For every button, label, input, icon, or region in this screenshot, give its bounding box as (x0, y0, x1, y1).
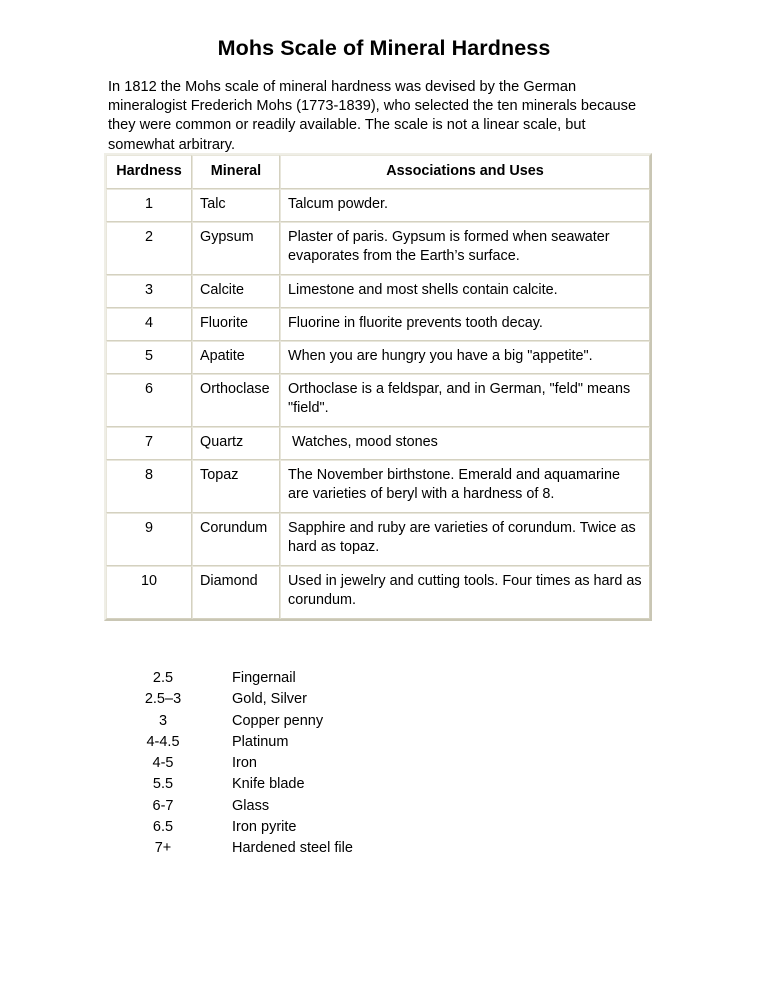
cell-description: Sapphire and ruby are varieties of corundum. Twice as hard as topaz. (280, 513, 650, 566)
cell-hardness: 4 (106, 308, 192, 341)
cell-mineral: Topaz (192, 460, 280, 513)
list-item (104, 838, 524, 859)
cell-mineral: Diamond (192, 566, 280, 619)
cell-description: Watches, mood stones (280, 427, 650, 460)
table-row (106, 374, 650, 427)
reference-material-label: Fingernail (232, 670, 296, 686)
cell-hardness: 3 (106, 275, 192, 308)
table-body (106, 189, 650, 619)
reference-hardness-value: 7+ (154, 840, 172, 857)
reference-hardness-value: 2.5 (152, 670, 174, 686)
table-row (106, 427, 650, 460)
reference-material-label: Knife blade (232, 776, 305, 793)
reference-material-label: Glass (232, 797, 270, 814)
cell-description: Orthoclase is a feldspar, and in German, "feld" means "field". (280, 374, 650, 427)
column-header-associations: Associations and Uses (280, 155, 650, 189)
table-row (106, 222, 650, 275)
reference-material-label: Hardened steel file (232, 840, 353, 857)
mohs-table-container (104, 153, 648, 621)
reference-hardness-list (104, 668, 524, 860)
list-item (104, 817, 524, 838)
list-item (104, 796, 524, 817)
mohs-hardness-table (104, 153, 652, 621)
cell-description: Limestone and most shells contain calcite. (280, 275, 650, 308)
reference-material-label: Platinum (232, 733, 289, 750)
cell-hardness: 8 (106, 460, 192, 513)
cell-mineral: Calcite (192, 275, 280, 308)
reference-material-label: Gold, Silver (232, 691, 307, 708)
page-title: Mohs Scale of Mineral Hardness (217, 36, 551, 61)
reference-material-label: Iron (232, 755, 257, 772)
cell-hardness: 5 (106, 341, 192, 374)
table-row (106, 460, 650, 513)
cell-description: When you are hungry you have a big "appetite". (280, 341, 650, 374)
table-header-row (106, 155, 650, 189)
table-header (106, 155, 650, 189)
cell-description: The November birthstone. Emerald and aquamarine are varieties of beryl with a hardness of 8. (280, 460, 650, 513)
table-row (106, 275, 650, 308)
cell-mineral: Apatite (192, 341, 280, 374)
list-item (104, 753, 524, 774)
reference-hardness-value: 6-7 (152, 797, 174, 814)
cell-description: Plaster of paris. Gypsum is formed when seawater evaporates from the Earth’s surface. (280, 222, 650, 275)
reference-hardness-value: 3 (158, 712, 168, 729)
table-row (106, 341, 650, 374)
column-header-hardness: Hardness (106, 155, 192, 189)
reference-hardness-value: 5.5 (152, 776, 174, 793)
reference-hardness-value: 4-4.5 (146, 733, 180, 750)
column-header-mineral: Mineral (192, 155, 280, 189)
cell-mineral: Fluorite (192, 308, 280, 341)
cell-description: Talcum powder. (280, 189, 650, 222)
cell-hardness: 1 (106, 189, 192, 222)
list-item (104, 711, 524, 732)
cell-hardness: 6 (106, 374, 192, 427)
cell-description: Used in jewelry and cutting tools. Four times as hard as corundum. (280, 566, 650, 619)
list-item (104, 689, 524, 710)
cell-mineral: Quartz (192, 427, 280, 460)
cell-mineral: Corundum (192, 513, 280, 566)
cell-hardness: 9 (106, 513, 192, 566)
cell-mineral: Orthoclase (192, 374, 280, 427)
cell-mineral: Talc (192, 189, 280, 222)
intro-paragraph: In 1812 the Mohs scale of mineral hardness was devised by the German mineralogist Frederich Mohs (1773-1839), who selected the ten minerals because they were common or readily available. The scale is not a linear scale, but somewhat arbitrary. (108, 78, 637, 153)
reference-material-label: Iron pyrite (232, 819, 297, 836)
table-row (106, 513, 650, 566)
list-item (104, 668, 524, 689)
cell-mineral: Gypsum (192, 222, 280, 275)
cell-hardness: 10 (106, 566, 192, 619)
reference-material-label: Copper penny (232, 712, 324, 729)
table-row (106, 189, 650, 222)
list-item (104, 732, 524, 753)
reference-hardness-value: 6.5 (152, 819, 174, 836)
table-row (106, 566, 650, 619)
list-item (104, 774, 524, 795)
reference-hardness-value: 4-5 (152, 755, 174, 772)
cell-description: Fluorine in fluorite prevents tooth decay. (280, 308, 650, 341)
table-row (106, 308, 650, 341)
reference-hardness-value: 2.5–3 (144, 691, 182, 708)
cell-hardness: 7 (106, 427, 192, 460)
cell-hardness: 2 (106, 222, 192, 275)
